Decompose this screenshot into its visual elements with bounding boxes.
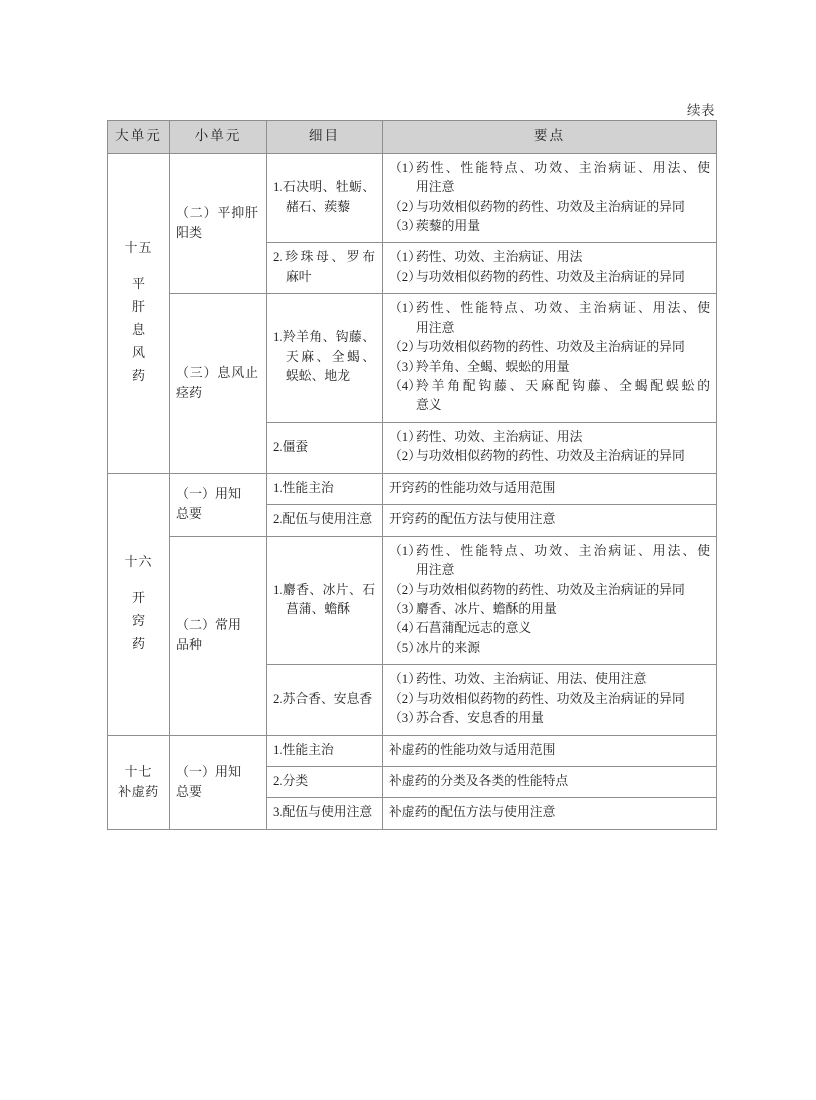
syllabus-table: [107, 120, 717, 830]
point-text-line: 与功效相似药物的药性、功效及主治病证的异同: [416, 269, 685, 284]
point-item: [389, 248, 710, 267]
point-marker: （3）: [389, 359, 421, 374]
point-item: [389, 428, 710, 447]
column-header-item: 细目: [267, 121, 383, 154]
table-row: [108, 735, 717, 766]
points-cell: [383, 422, 717, 473]
point-text: 开窍药的性能功效与适用范围: [389, 480, 556, 495]
major-unit-name-char: 风: [131, 345, 145, 361]
major-unit-name: [114, 272, 163, 388]
point-text-line: 用注意: [416, 180, 455, 195]
major-unit-cell: [108, 473, 170, 735]
major-unit-name-char: 窍: [131, 613, 145, 628]
column-header-minor-unit: 小单元: [170, 121, 267, 154]
point-text-line: 麝香、冰片、蟾酥的用量: [416, 601, 557, 616]
point-marker: （5）: [389, 640, 421, 655]
minor-unit-label-line: 痉药: [176, 385, 203, 401]
item-cell: [267, 665, 383, 735]
point-item: [389, 447, 710, 466]
item-label-line: 蜈蚣、地龙: [286, 369, 350, 384]
point-marker: （1）: [389, 429, 421, 444]
minor-unit-label-line: 阳类: [176, 224, 203, 240]
item-label-line: 天麻、全蝎、: [286, 349, 375, 364]
point-item: [389, 542, 710, 581]
points-cell: [383, 473, 717, 504]
item-cell: [267, 153, 383, 243]
point-text: 补虚药的分类及各类的性能特点: [389, 774, 569, 789]
point-marker: （4）: [389, 621, 421, 636]
points-cell: [383, 243, 717, 294]
points-cell: [383, 294, 717, 423]
point-marker: （3）: [389, 218, 421, 233]
minor-unit-label-line: 总要: [176, 506, 203, 522]
table-row: [108, 536, 717, 665]
item-cell: [267, 294, 383, 423]
point-text: 补虚药的配伍方法与使用注意: [389, 805, 556, 820]
point-text-line: 与功效相似药物的药性、功效及主治病证的异同: [416, 449, 685, 464]
points-cell: [383, 665, 717, 735]
point-marker: （2）: [389, 691, 421, 706]
minor-unit-cell: [170, 735, 267, 829]
item-label-line: 1.麝香、冰片、石: [273, 582, 375, 597]
column-header-major-unit: 大单元: [108, 121, 170, 154]
point-text: 开窍药的配伍方法与使用注意: [389, 512, 556, 527]
point-text-line: 与功效相似药物的药性、功效及主治病证的异同: [416, 691, 685, 706]
table-row: [108, 153, 717, 243]
point-item: [389, 217, 710, 236]
minor-unit-cell: [170, 294, 267, 474]
point-marker: （1）: [389, 543, 421, 558]
point-text-line: 药性、性能特点、功效、主治病证、用法、使: [416, 160, 710, 175]
point-item: [389, 268, 710, 287]
item-label-line: 2.珍珠母、罗布: [273, 250, 375, 265]
points-cell: [383, 536, 717, 665]
point-text-line: 蒺藜的用量: [416, 218, 480, 233]
item-label-line: 2.分类: [273, 774, 309, 789]
item-label-line: 1.羚羊角、钩藤、: [273, 330, 375, 345]
minor-unit-label-line: （二）平抑肝: [176, 205, 258, 221]
point-marker: （1）: [389, 301, 421, 316]
point-item: [389, 299, 710, 338]
point-text-line: 药性、功效、主治病证、用法: [416, 250, 583, 265]
point-item: [389, 581, 710, 600]
item-cell: [267, 473, 383, 504]
major-unit-number: 十五: [124, 240, 153, 256]
minor-unit-label-line: 品种: [176, 637, 203, 653]
item-cell: [267, 767, 383, 798]
point-text-line: 羚羊角配钩藤、天麻配钩藤、全蝎配蜈蚣的: [416, 379, 710, 394]
point-marker: （3）: [389, 711, 421, 726]
point-item: [389, 670, 710, 689]
item-label-line: 2.僵蚕: [273, 439, 309, 454]
points-cell: [383, 798, 717, 829]
minor-unit-label-line: 总要: [176, 783, 203, 799]
point-marker: （1）: [389, 672, 421, 687]
point-text: 补虚药的性能功效与适用范围: [389, 742, 556, 757]
point-item: [389, 338, 710, 357]
minor-unit-label-line: （二）常用: [176, 617, 242, 633]
point-text-line: 冰片的来源: [416, 640, 480, 655]
point-marker: （3）: [389, 601, 421, 616]
major-unit-name-char: 息: [131, 322, 145, 338]
item-label-line: 1.石决明、牡蛎、: [273, 180, 375, 195]
point-text-line: 与功效相似药物的药性、功效及主治病证的异同: [416, 340, 685, 355]
major-unit-name-char: 平: [131, 275, 145, 291]
point-item: [389, 709, 710, 728]
table-row: [108, 294, 717, 423]
item-cell: [267, 536, 383, 665]
table-row: [108, 473, 717, 504]
point-text-line: 意义: [416, 398, 442, 413]
column-header-points: 要点: [383, 121, 717, 154]
major-unit-name-char: 开: [131, 589, 145, 605]
major-unit-name-char: 药: [131, 636, 145, 652]
minor-unit-label-line: （一）用知: [176, 764, 242, 779]
item-cell: [267, 735, 383, 766]
item-cell: [267, 798, 383, 829]
point-item: [389, 198, 710, 217]
item-cell: [267, 422, 383, 473]
item-label-line: 1.性能主治: [273, 742, 334, 757]
major-unit-name-char: 肝: [131, 298, 145, 314]
item-label-line: 菖蒲、蟾酥: [286, 601, 350, 616]
major-unit-number: 十六: [124, 554, 153, 570]
major-unit-cell: [108, 153, 170, 473]
item-label-line: 2.配伍与使用注意: [273, 512, 373, 527]
point-text-line: 羚羊角、全蝎、蜈蚣的用量: [416, 359, 570, 374]
item-label-line: 3.配伍与使用注意: [273, 805, 373, 820]
item-label-line: 麻叶: [286, 269, 312, 284]
point-item: [389, 639, 710, 658]
point-text-line: 药性、功效、主治病证、用法: [416, 429, 583, 444]
points-cell: [383, 505, 717, 536]
point-text-line: 苏合香、安息香的用量: [416, 711, 544, 726]
point-text-line: 与功效相似药物的药性、功效及主治病证的异同: [416, 199, 685, 214]
minor-unit-cell: [170, 536, 267, 735]
major-unit-name: 补虚药: [118, 784, 159, 800]
point-marker: （2）: [389, 199, 421, 214]
point-item: [389, 619, 710, 638]
point-text-line: 与功效相似药物的药性、功效及主治病证的异同: [416, 582, 685, 597]
points-cell: [383, 153, 717, 243]
minor-unit-label-line: （三）息风止: [176, 365, 258, 381]
point-marker: （4）: [389, 379, 421, 394]
point-item: [389, 377, 710, 416]
major-unit-number: 十七: [124, 763, 153, 779]
point-item: [389, 159, 710, 198]
minor-unit-label-line: （一）用知: [176, 486, 242, 502]
item-cell: [267, 243, 383, 294]
item-label-line: 1.性能主治: [273, 480, 334, 495]
table-header-row: [108, 121, 717, 154]
points-cell: [383, 735, 717, 766]
points-cell: [383, 767, 717, 798]
table-header: [108, 121, 717, 154]
point-marker: （2）: [389, 449, 421, 464]
point-text-line: 药性、功效、主治病证、用法、使用注意: [416, 672, 647, 687]
point-text-line: 石菖蒲配远志的意义: [416, 621, 532, 636]
major-unit-cell: [108, 735, 170, 829]
syllabus-table-wrapper: [107, 120, 716, 830]
table-body: [108, 153, 717, 829]
point-marker: （2）: [389, 269, 421, 284]
point-marker: （1）: [389, 160, 421, 175]
minor-unit-cell: [170, 473, 267, 536]
point-marker: （1）: [389, 250, 421, 265]
continued-table-label: 续表: [687, 103, 715, 118]
item-label-line: 赭石、蒺藜: [286, 199, 350, 214]
point-text-line: 药性、性能特点、功效、主治病证、用法、使: [416, 543, 710, 558]
major-unit-name-char: 药: [131, 368, 145, 384]
minor-unit-cell: [170, 153, 267, 294]
point-marker: （2）: [389, 582, 421, 597]
point-item: [389, 690, 710, 709]
major-unit-name: [114, 586, 163, 655]
point-text-line: 用注意: [416, 563, 455, 578]
item-label-line: 2.苏合香、安息香: [273, 691, 373, 706]
point-text-line: 药性、性能特点、功效、主治病证、用法、使: [416, 301, 710, 316]
point-text-line: 用注意: [416, 320, 455, 335]
point-item: [389, 358, 710, 377]
point-marker: （2）: [389, 340, 421, 355]
item-cell: [267, 505, 383, 536]
point-item: [389, 600, 710, 619]
